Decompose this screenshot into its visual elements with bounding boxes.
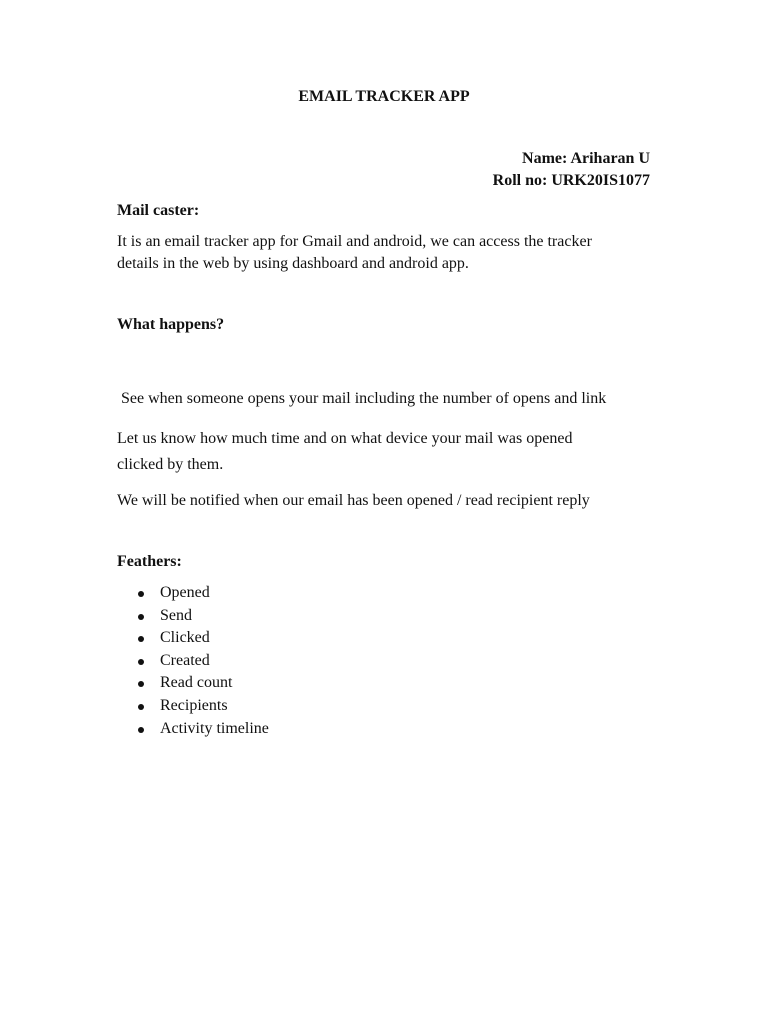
- list-item: [117, 605, 269, 628]
- list-item-label: Read count: [160, 674, 233, 692]
- mail-caster-paragraph: [117, 231, 637, 275]
- bullet-icon: [138, 614, 144, 620]
- list-item-label: Activity timeline: [160, 719, 269, 737]
- list-item: [117, 695, 269, 718]
- features-list: [117, 582, 269, 740]
- list-item-label: Clicked: [160, 629, 210, 647]
- document-title: EMAIL TRACKER APP: [298, 88, 470, 105]
- list-item-label: Recipients: [160, 696, 228, 714]
- author-name: Name: Ariharan U: [522, 150, 650, 167]
- author-block: [493, 148, 650, 192]
- what-happens-heading: What happens?: [117, 316, 225, 333]
- list-item: [117, 650, 269, 673]
- bullet-icon: [138, 704, 144, 710]
- paragraph-line: Let us know how much time and on what device your mail was opened: [117, 430, 573, 447]
- bullet-icon: [138, 636, 144, 642]
- paragraph-line: clicked by them.: [117, 456, 224, 473]
- author-roll-number: Roll no: URK20IS1077: [492, 172, 650, 189]
- paragraph-line: It is an email tracker app for Gmail and android, we can access the tracker: [117, 233, 592, 250]
- list-item: [117, 672, 269, 695]
- list-item-label: Created: [160, 651, 210, 669]
- bullet-icon: [138, 659, 144, 665]
- paragraph-line: We will be notified when our email has been opened / read recipient reply: [117, 492, 590, 509]
- what-happens-paragraph-3: [117, 490, 637, 512]
- paragraph-line: See when someone opens your mail including the number of opens and link: [117, 390, 607, 407]
- list-item-label: Opened: [160, 584, 210, 601]
- list-item: [117, 718, 269, 741]
- list-item: [117, 582, 269, 605]
- bullet-icon: [138, 591, 144, 597]
- list-item: [117, 627, 269, 650]
- bullet-icon: [138, 681, 144, 687]
- list-item-label: Send: [160, 606, 192, 624]
- paragraph-line: details in the web by using dashboard and android app.: [117, 255, 469, 272]
- bullet-icon: [138, 727, 144, 733]
- what-happens-paragraph-2: [117, 428, 637, 450]
- features-heading: Feathers:: [117, 553, 182, 570]
- mail-caster-heading: Mail caster:: [117, 202, 200, 219]
